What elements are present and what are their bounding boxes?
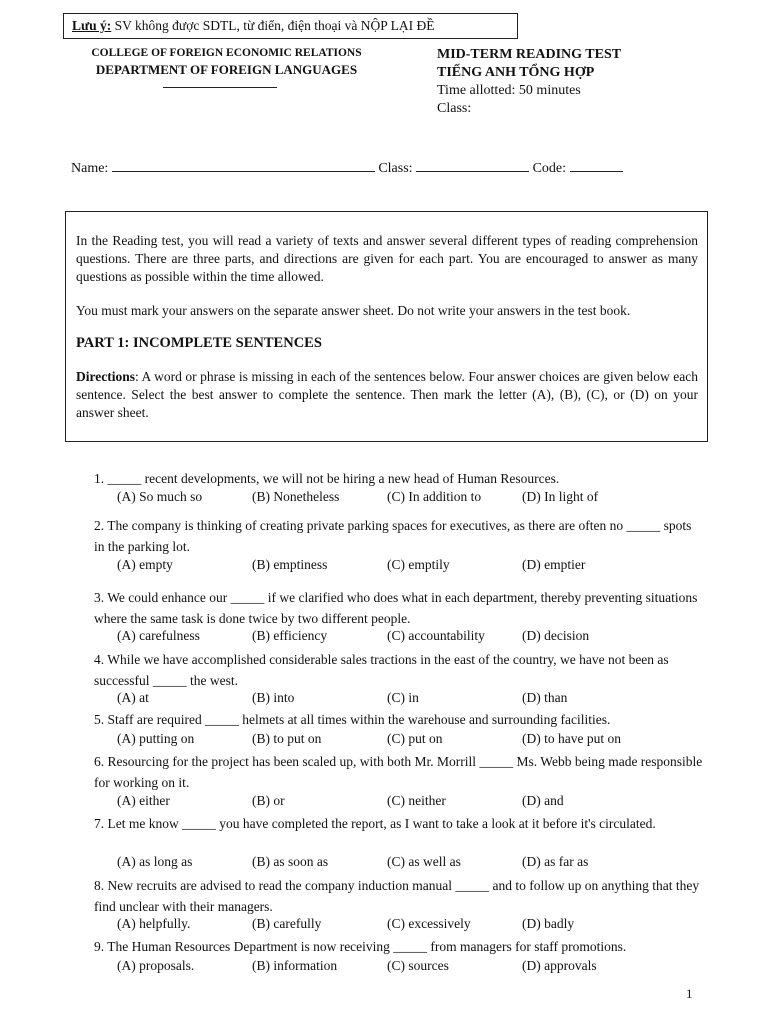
answer-option-a: (A) So much so (117, 489, 203, 504)
answer-option-b: (B) or (252, 793, 285, 808)
question-text: 2. The company is thinking of creating private parking spaces for executives, as there are often no _____ spots in the parking lot. (94, 518, 692, 554)
instructions-para-1: In the Reading test, you will read a variety of texts and answer several different types of reading comprehension questions. There are three parts, and directions are given for each part. You are encouraged to answer as many questions as possible within the time allowed. (76, 233, 698, 284)
question-text: 5. Staff are required _____ helmets at all times within the warehouse and surrounding facilities. (94, 712, 611, 727)
answer-option-d: (D) and (522, 793, 564, 808)
question-text: 7. Let me know _____ you have completed the report, as I want to take a look at it before it's circulated. (94, 816, 656, 831)
test-title: MID-TERM READING TEST (437, 47, 622, 62)
answer-option-c: (C) put on (387, 731, 443, 746)
answer-option-d: (D) to have put on (522, 731, 621, 746)
answer-option-a: (A) carefulness (117, 628, 200, 643)
header-class-label: Class: (437, 101, 472, 116)
answer-option-c: (C) neither (387, 793, 446, 808)
question-text: 8. New recruits are advised to read the company induction manual _____ and to follow up on anything that they find unclear with their managers. (94, 878, 700, 914)
answer-option-b: (B) emptiness (252, 557, 328, 572)
answer-option-d: (D) as far as (522, 854, 589, 869)
answer-option-b: (B) into (252, 690, 295, 705)
student-info-line (71, 159, 623, 177)
directions-text: : A word or phrase is missing in each of the sentences below. Four answer choices are given below each sentence. Select the best answer to complete the sentence. Then mark the letter (A), (B), (C), or (D) on your answer sheet. (76, 369, 698, 420)
answer-option-d: (D) emptier (522, 557, 586, 572)
answer-option-b: (B) information (252, 958, 338, 973)
question-text: 1. _____ recent developments, we will not be hiring a new head of Human Resources. (94, 471, 560, 486)
answer-option-a: (A) proposals. (117, 958, 195, 973)
question-text: 6. Resourcing for the project has been scaled up, with both Mr. Morrill _____ Ms. Webb being made responsible for working on it. (94, 754, 703, 790)
department-name: DEPARTMENT OF FOREIGN LANGUAGES (95, 62, 358, 77)
answer-option-a: (A) helpfully. (117, 916, 191, 931)
answer-option-c: (C) In addition to (387, 489, 482, 504)
answer-option-a: (A) putting on (117, 731, 195, 746)
answer-option-c: (C) accountability (387, 628, 485, 643)
college-name: COLLEGE OF FOREIGN ECONOMIC RELATIONS (91, 47, 362, 59)
directions (76, 368, 698, 422)
answer-option-b: (B) carefully (252, 916, 322, 931)
page-number: 1 (686, 986, 693, 1001)
answer-option-b: (B) to put on (252, 731, 322, 746)
time-allotted: Time allotted: 50 minutes (437, 83, 581, 98)
answer-option-d: (D) In light of (522, 489, 599, 504)
instructions-para-2: You must mark your answers on the separate answer sheet. Do not write your answers in the test book. (76, 303, 631, 318)
answer-option-a: (A) empty (117, 557, 173, 572)
notice-text: SV không được SDTL, từ điển, điện thoại và NỘP LẠI ĐỀ (111, 18, 435, 33)
code-label: Code: (532, 161, 567, 176)
answer-option-a: (A) as long as (117, 854, 193, 869)
answer-option-b: (B) Nonetheless (252, 489, 340, 504)
notice-label: Lưu ý: (72, 18, 112, 33)
answer-option-c: (C) sources (387, 958, 449, 973)
answer-option-c: (C) as well as (387, 854, 461, 869)
answer-option-d: (D) than (522, 690, 568, 705)
name-label: Name: (71, 161, 109, 176)
answer-option-c: (C) excessively (387, 916, 471, 931)
class-field[interactable] (416, 159, 529, 172)
name-field[interactable] (112, 159, 375, 172)
class-label: Class: (378, 161, 413, 176)
notice-box (63, 13, 518, 39)
answer-option-a: (A) either (117, 793, 170, 808)
answer-option-c: (C) emptily (387, 557, 450, 572)
answer-option-d: (D) decision (522, 628, 590, 643)
part-title: PART 1: INCOMPLETE SENTENCES (76, 335, 322, 351)
answer-option-c: (C) in (387, 690, 419, 705)
answer-option-a: (A) at (117, 690, 149, 705)
question-text: 3. We could enhance our _____ if we clarified who does what in each department, thereby preventing situations where the same task is done twice by two different people. (94, 590, 698, 626)
code-field[interactable] (570, 159, 623, 172)
answer-option-d: (D) badly (522, 916, 575, 931)
question-text: 9. The Human Resources Department is now receiving _____ from managers for staff promotions. (94, 939, 627, 954)
directions-label: Directions (76, 369, 135, 384)
test-subtitle: TIẾNG ANH TỔNG HỢP (437, 65, 595, 80)
answer-option-d: (D) approvals (522, 958, 597, 973)
question-text: 4. While we have accomplished considerable sales tractions in the east of the country, we have not been as successful _____ the west. (94, 652, 669, 688)
header-divider (163, 87, 277, 88)
answer-option-b: (B) efficiency (252, 628, 328, 643)
answer-option-b: (B) as soon as (252, 854, 329, 869)
